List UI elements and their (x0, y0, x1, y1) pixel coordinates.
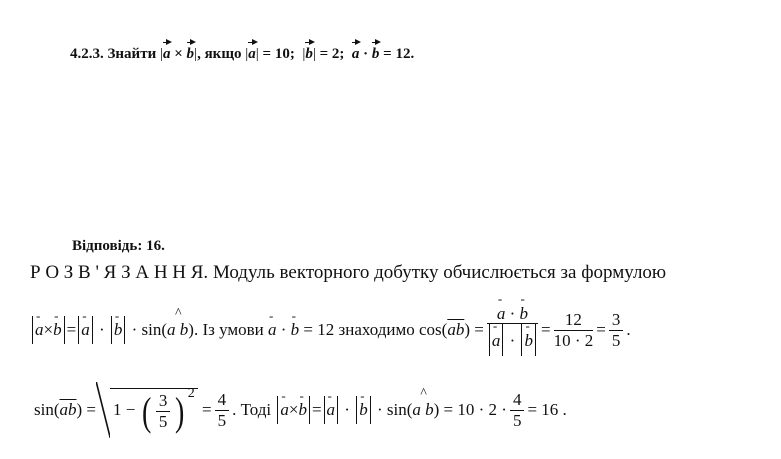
problem-find: Знайти (107, 46, 157, 62)
solution-intro-text: Модуль векторного добутку обчислюється за формулою (212, 262, 667, 283)
problem-statement: 4.2.3. Знайти |a × b|, якщо |a| = 10; |b| = 2; a · b = 12. (70, 46, 415, 62)
sqrt-expression: 1 − ( $\frac{3}{5}$ ) $^2$ (110, 388, 198, 431)
solution-line-2: - a × - b = - a · - b · sin( ^ a b ) . Із умови - a · - b = 12 знаходимо cos( $\overline{ab}$ ) = - a · - b - a · - b = $\frac{12}{10 \cdot 2}$ = $\frac{3}{5}$ . (30, 300, 631, 360)
abs-b-value: = 2; (319, 46, 345, 62)
solution-line-1 (30, 262, 666, 284)
problem-number: 4.2.3. (70, 46, 104, 62)
answer-label: Відповідь: 16. (72, 238, 165, 254)
vector-b: b (186, 46, 195, 62)
solution-heading: Р О З В ' Я З А Н Н Я. (30, 262, 209, 283)
solution-line-3: sin( $\overline{ab}$ ) = 1 − ( $\frac{3}{5}$ ) $^2$ = $\frac{4}{5}$ . Тоді - a × - b = - a · - b · sin( ^ a b ) = 10 · 2 · $\frac{4}{5}$ = 16 . (34, 380, 567, 440)
vector-a: a (162, 46, 171, 62)
abs-a-value: = 10; (262, 46, 295, 62)
problem-if: , якщо (197, 46, 242, 62)
dot-product-value: = 12. (383, 46, 415, 62)
cos-fraction: - a · - b - a · - b (487, 304, 538, 357)
